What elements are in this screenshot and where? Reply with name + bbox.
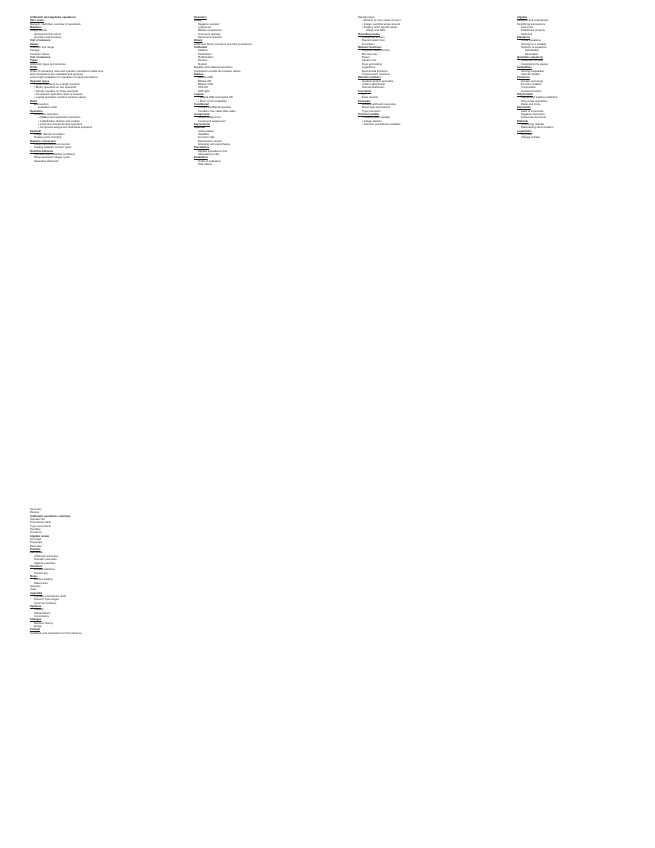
col5-line: Answer key (34, 571, 48, 575)
col1-line: Floating point rounding (34, 136, 62, 140)
col3-line: • Floating point equality (358, 116, 498, 119)
col3-line: Pi (362, 92, 365, 96)
col1-line: Integer division truncation (34, 133, 65, 137)
col2-line: Division (198, 59, 208, 63)
col5-line: Operator precedence chart (34, 594, 67, 598)
col3-line: Infinity and NaN (366, 29, 386, 33)
col2-line: Logical not (198, 26, 211, 30)
col3-line: Exponential functions (362, 69, 388, 73)
col1-line: Saturation arithmetic (34, 159, 59, 163)
col3-line: Euler number (362, 96, 379, 100)
col2-line: Comparison results are boolean values (194, 69, 241, 73)
col1-line: Wrap-around for integer types (34, 156, 70, 160)
col2-line: Function calls (198, 136, 215, 140)
col2-line: Order of evaluation (198, 159, 221, 163)
col1-line: • Ternary operator on three operands (30, 90, 165, 93)
column-4 (517, 16, 642, 140)
col4-line: Functions (517, 76, 530, 80)
col5-line: Symbols (30, 604, 42, 608)
col1-line: • multiplication division and modulo (30, 120, 165, 123)
col1-line: • increment and decrement operators (30, 123, 165, 126)
col5-line: Numeric type ranges (34, 598, 59, 602)
col2-line: Unary (194, 19, 202, 23)
col2-line: Ternary conditional operator (198, 106, 232, 110)
col4-line: Polynomials (517, 92, 533, 96)
col5-line: Notation (34, 608, 45, 612)
col3-line: Numeric functions (358, 46, 382, 50)
col2-line: Shift right (198, 89, 210, 93)
col3-line: • Floating point special values (358, 26, 498, 29)
col1-line: Arithmetic operators (34, 112, 59, 116)
col2-line: Grouping with parentheses (198, 143, 231, 147)
col4-line: Factoring (521, 32, 533, 36)
col5-line: Examples (30, 544, 42, 548)
col1-line: Casting between numeric types (34, 146, 72, 150)
col1-line: evaluation order (38, 106, 58, 110)
col1-line: Values (30, 42, 39, 46)
col3-line: Uniform distribution (362, 82, 386, 86)
col1-line: precision and accuracy (34, 36, 62, 40)
col1-line: Constant values (30, 52, 50, 56)
col3-line: • Integer division (358, 120, 498, 123)
col1-line: Types (30, 59, 38, 63)
col4-line: Inverse functions (521, 89, 542, 93)
col1-line: Precision and range (30, 46, 54, 50)
col2-line: Conditional (194, 102, 209, 106)
col2-line: Binary (194, 39, 203, 43)
col1-line: Operators (30, 109, 43, 113)
col4-line: Domain and range (521, 79, 544, 83)
col1-line: • Addition and subtraction operators (30, 116, 165, 119)
col4-line: Algebra (517, 16, 528, 19)
col1-line: decimal and hex forms (34, 32, 62, 36)
col3-line: Rounding modes (358, 32, 380, 36)
col1-line: Intro notes (30, 19, 44, 23)
col1-line: Storage (30, 49, 40, 53)
col5-line: Arithmetic operations summary (30, 514, 71, 518)
col3-line: Square root (362, 59, 377, 63)
col2-line: Bitwise AND (198, 76, 213, 80)
column-4-body (517, 16, 642, 140)
col1-line: Expressions (34, 102, 49, 106)
col2-line: Addition (198, 49, 208, 53)
col5-line: Abbreviations (34, 611, 51, 615)
col4-line: Systems of equations (521, 46, 547, 50)
col2-line: Arithmetic binary operators and their precedence (194, 42, 253, 46)
document-title: Arithmetic and algebraic operations (30, 16, 76, 19)
col2-line: Compound assignment (198, 119, 226, 123)
col4-line: Variables and expressions (517, 19, 549, 23)
col2-line: Negation operator (198, 22, 220, 26)
col5-line: Notes (30, 574, 38, 578)
col4-line: Radicals (517, 119, 529, 123)
col3-line: Worked arithmetic examples (362, 102, 396, 106)
col1-line: Overflow behavior (30, 149, 54, 153)
col5-line: Algebra exercises (34, 561, 56, 565)
col5-line: Further reading (34, 578, 53, 582)
col4-line: Laws of exponents (521, 109, 544, 113)
col2-line: Associativity rules (198, 153, 220, 157)
col4-line: Solving for a variable (521, 42, 547, 46)
col5-line: Exercises (30, 551, 43, 555)
col2-line: Operators (194, 16, 207, 19)
col4-line: Polynomial operations (521, 99, 548, 103)
col5-line: Solutions (30, 564, 43, 568)
col3-line: Power (362, 56, 370, 60)
col1-line: Numeric conversion (30, 139, 56, 143)
col4-line: Completing the square (521, 62, 549, 66)
col2-line: Variables (198, 133, 210, 137)
col3-line: Logarithms (362, 66, 376, 70)
col4-line: Composition (521, 86, 536, 90)
col5-line: Revision history (34, 621, 53, 625)
col5-line: Appendix (30, 591, 43, 595)
col4-line: Distributive property (521, 29, 545, 33)
col1-line: Numbers (30, 26, 42, 30)
col5-line: Feedback and corrections for this reference (30, 631, 82, 635)
col4-line: Rationalizing denominators (521, 126, 554, 130)
col2-line: Side effects (198, 163, 212, 167)
col1-line: • Unary operators on a single operand (30, 83, 165, 86)
col1-line: Operator types (30, 79, 50, 83)
col5-line: Algebra review (30, 534, 50, 538)
col5-line: Operator list (30, 518, 45, 522)
col1-line: Numeric / definition overview of operations (30, 22, 81, 26)
col5-line: References (34, 581, 48, 585)
col4-line: Degree and leading coefficient (521, 96, 558, 100)
col2-line: Logical (194, 92, 204, 96)
col5-line: Changes (30, 618, 42, 622)
col2-line: • Short circuit evaluation (194, 100, 336, 103)
col2-line: Expressions (194, 123, 210, 126)
col2-line: Modulo (198, 62, 207, 66)
col3-line: Mixed type expressions (362, 106, 391, 110)
col2-line: Literal values (198, 129, 214, 133)
col2-line: Bitwise (194, 72, 204, 76)
col2-line: Bitwise XOR (198, 82, 214, 86)
col4-line: Elimination (525, 52, 539, 56)
col2-line: Equality and relational operators (194, 66, 233, 70)
column-5-body (30, 508, 165, 635)
col3-line: Round toward zero (362, 39, 385, 43)
col4-line: Interval notation (521, 72, 541, 76)
col2-line: Shift left (198, 86, 208, 90)
col4-line: Fractional exponents (521, 116, 546, 120)
col5-line: Properties (30, 541, 43, 545)
col4-line: Like terms (521, 26, 534, 30)
col5-line: Conventions (34, 615, 49, 618)
column-2 (194, 16, 336, 166)
col5-line: Summary (30, 508, 42, 511)
col1-line: Unit of measure (30, 39, 51, 43)
col5-line: Operator exercises (34, 558, 57, 562)
col3-line: • Division by zero raises an error (358, 19, 498, 22)
col2-line: • Logical AND and logical OR (194, 96, 336, 99)
col3-line: Seeded random generator (362, 79, 394, 83)
col3-line: Special cases (358, 16, 375, 19)
col5-line: Practice (30, 548, 41, 552)
col4-line: Substitution (525, 49, 540, 53)
col1-line: Order of operations rules and operator precedence determine (30, 69, 104, 73)
col4-line: Logarithms (517, 129, 532, 133)
col4-line: Equations (517, 36, 530, 40)
col2-line: Assignment (194, 112, 210, 116)
col5-line: Contact (30, 628, 41, 632)
col4-line: Simplifying expressions (517, 22, 546, 26)
col3-line: Random numbers (358, 76, 381, 80)
col4-line: Roots and zeros (521, 102, 541, 106)
col1-line: Unit of measure (30, 56, 51, 60)
col5-line: Arithmetic exercises (34, 554, 59, 558)
col2-line: Arithmetic (194, 46, 208, 50)
col2-line: Operand (194, 126, 206, 130)
col3-line: Examples (358, 99, 371, 103)
col4-line: Quadratic equations (517, 56, 543, 60)
col1-line: Integer literals (30, 29, 47, 33)
col3-line: Trigonometric functions (362, 72, 390, 76)
col4-line: Linear equations (521, 39, 541, 43)
col2-line: Simple assignment (198, 116, 221, 120)
col2-line: Bitwise complement (198, 29, 222, 33)
col2-line: Decrement operator (198, 36, 222, 40)
col2-line: Highest precedence first (198, 149, 227, 153)
col4-line: Simplifying radicals (521, 123, 545, 126)
column-1 (30, 16, 165, 163)
col1-line: Left-to-right evaluation for operators of equal precedence (30, 76, 98, 80)
col3-line: Absolute value function (362, 49, 390, 53)
col1-line: Order (30, 66, 38, 70)
col2-line: Precedence (194, 146, 210, 150)
col1-line: • Compound assignment shorthand operators (30, 126, 165, 129)
col1-line: Rules (30, 99, 38, 103)
col5-line: Formulas (30, 538, 42, 542)
column-5 (30, 508, 165, 635)
col5-line: Errata (34, 625, 42, 629)
col3-line: • Integer overflow wraps around (358, 23, 498, 26)
col3-line: Round half to even (362, 36, 385, 40)
col4-line: Function notation (521, 82, 542, 86)
col1-line: • Comparison operators return a boolean (30, 93, 165, 96)
col1-line: Example (30, 129, 42, 133)
col3-line: Truncation (362, 42, 375, 46)
col3-line: Constants (358, 89, 372, 93)
col2-line: Evaluation (194, 156, 208, 160)
col5-line: Glossary (30, 584, 41, 588)
col5-line: Index (30, 588, 37, 592)
col4-line: Quadratic formula (521, 59, 543, 63)
col4-line: Change of base (521, 136, 540, 140)
col4-line: Solving inequalities (521, 69, 545, 73)
col5-line: Type conversions (30, 524, 51, 528)
column-1-body (30, 19, 165, 163)
col2-line: Subtraction (198, 52, 212, 56)
column-3 (358, 16, 498, 126)
col2-line: Increment operator (198, 32, 221, 36)
col1-line: • Logical operators combine boolean values (30, 96, 165, 99)
col4-line: Exponents (517, 106, 531, 110)
col1-line: Arithmetic types and precision (30, 62, 66, 66)
col3-line: Floor and ceiling (362, 62, 382, 66)
col3-line: • Operator precedence mistakes (358, 123, 498, 126)
col4-line: Log rules (521, 133, 533, 137)
col4-line: Inequalities (517, 66, 532, 70)
col3-line: Normal distribution (362, 86, 385, 90)
column-2-body (194, 16, 336, 166)
col3-line: Min and max (362, 52, 378, 56)
col1-line: Overflow and underflow conditions (34, 153, 76, 157)
col2-line: Multiplication (198, 56, 214, 60)
column-3-body (358, 16, 498, 126)
col2-line: Bitwise OR (198, 79, 212, 83)
col2-line: Expressions nested (198, 139, 222, 143)
col4-line: Negative exponents (521, 112, 545, 116)
col3-line: Type promotion (362, 109, 381, 113)
col5-line: Worked solutions (34, 568, 55, 572)
col1-line: how expressions are evaluated and grouped (30, 72, 83, 76)
col5-line: Overflow (30, 528, 41, 532)
col5-line: Review (30, 511, 39, 515)
col5-line: Precedence table (30, 521, 51, 525)
col5-line: Common functions (34, 601, 57, 605)
col1-line: Implicit and explicit conversion (34, 143, 71, 147)
col1-line: • Binary operators on two operands (30, 86, 165, 89)
col2-line: Condition true value false value (198, 109, 236, 113)
col3-line: Common pitfalls (358, 112, 380, 116)
col5-line: Functions (30, 531, 42, 535)
